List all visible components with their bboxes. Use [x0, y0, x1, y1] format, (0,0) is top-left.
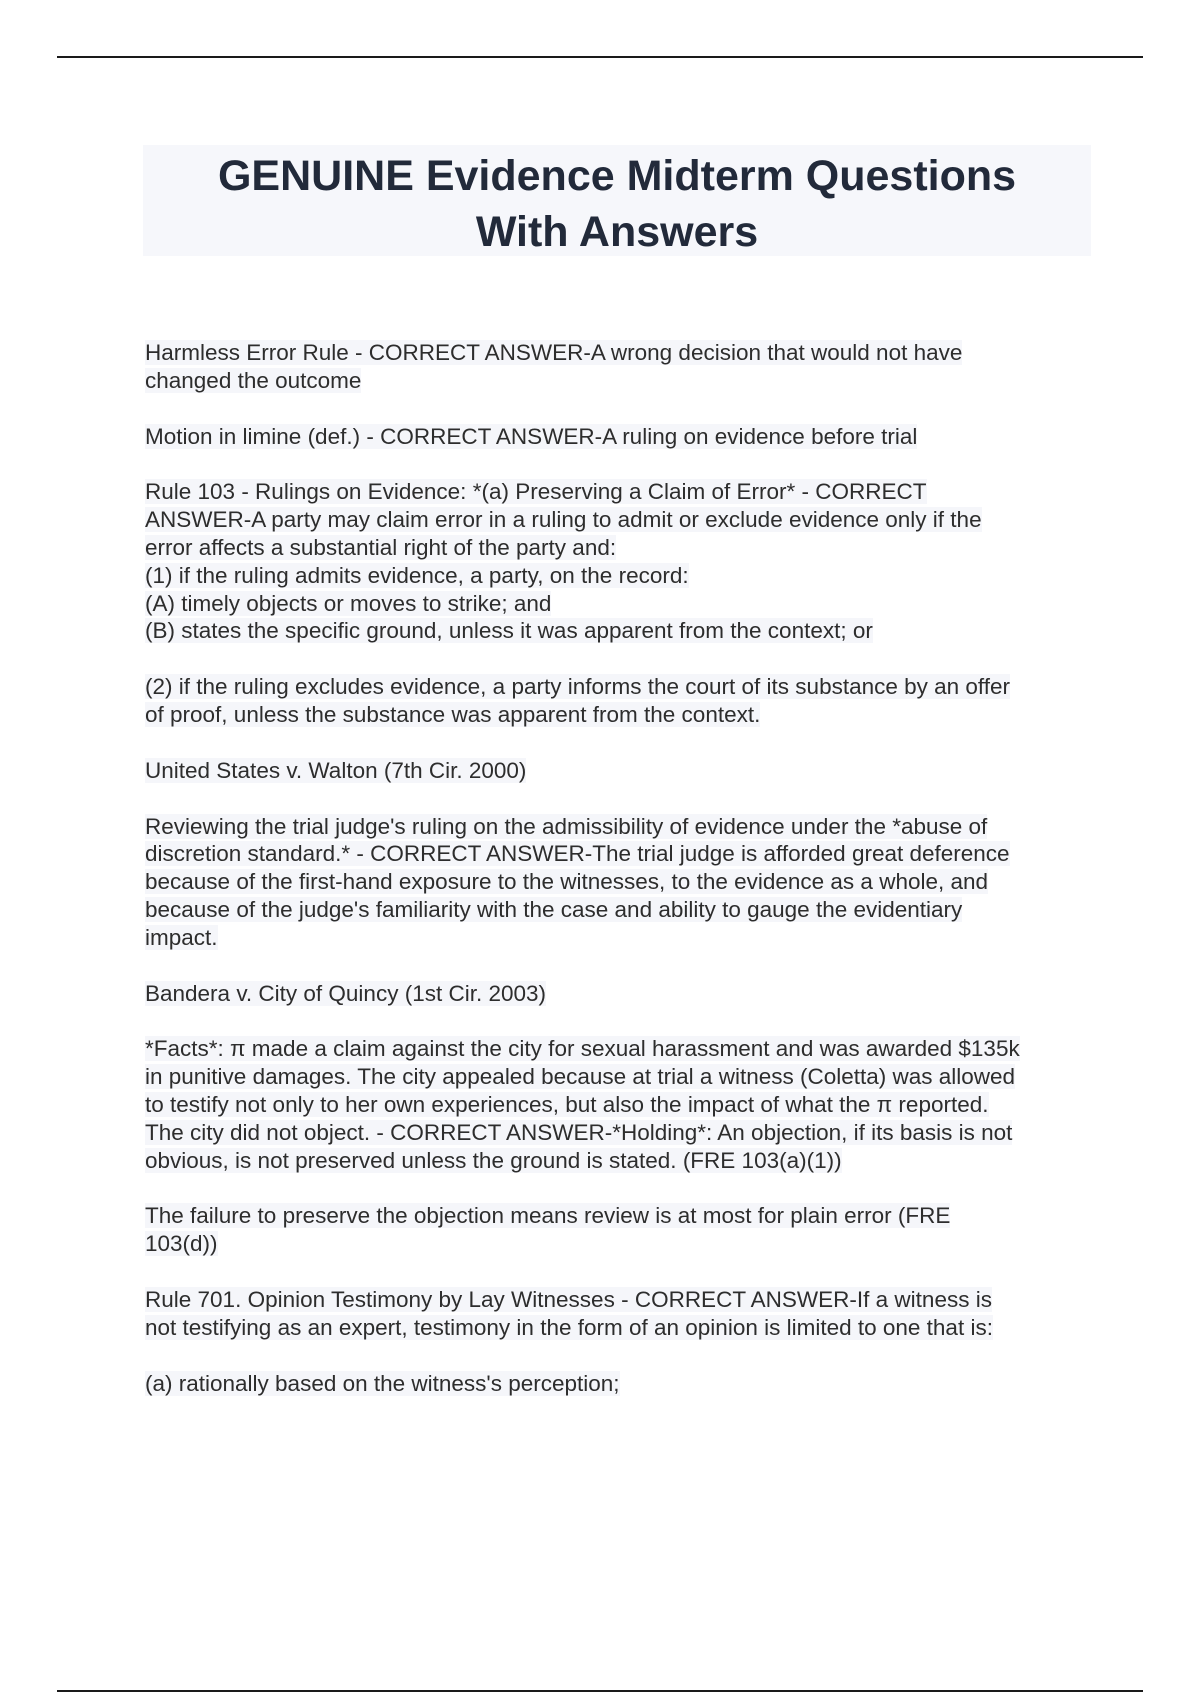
qa-paragraph-harmless-error: [145, 339, 1095, 395]
text-line: [145, 1147, 1095, 1175]
text-line-content: because of the judge's familiarity with the case and ability to gauge the evidentiary: [145, 896, 963, 922]
header-rule: [57, 56, 1143, 58]
text-line: [145, 840, 1095, 868]
text-line: [145, 673, 1095, 701]
text-line-content: Motion in limine (def.) - CORRECT ANSWER-A ruling on evidence before trial: [145, 423, 918, 449]
text-line-content: (2) if the ruling excludes evidence, a party informs the court of its substance by an offer: [145, 674, 1011, 700]
title-line: With Answers: [475, 208, 759, 256]
text-line-content: changed the outcome: [145, 367, 362, 393]
text-line-content: impact.: [145, 924, 218, 950]
text-line-content: (a) rationally based on the witness's perception;: [145, 1370, 620, 1396]
qa-paragraph-abuse-of-discretion: [145, 813, 1095, 952]
text-line: [145, 590, 1095, 618]
text-line-content: obvious, is not preserved unless the ground is stated. (FRE 103(a)(1)): [145, 1147, 842, 1173]
footer-rule: [57, 1690, 1143, 1692]
qa-paragraph-motion-in-limine: [145, 423, 1095, 451]
text-line-content: error affects a substantial right of the party and:: [145, 534, 617, 560]
text-line: [145, 924, 1095, 952]
text-line-content: (1) if the ruling admits evidence, a party, on the record:: [145, 562, 689, 588]
text-line: [145, 813, 1095, 841]
text-line-content: discretion standard.* - CORRECT ANSWER-The trial judge is afforded great deference: [145, 841, 1010, 867]
qa-paragraph-rule-103-2: [145, 673, 1095, 729]
qa-paragraph-plain-error: [145, 1202, 1095, 1258]
qa-paragraph-walton: [145, 757, 1095, 785]
text-line-content: Rule 103 - Rulings on Evidence: *(a) Preserving a Claim of Error* - CORRECT: [145, 479, 927, 505]
text-line-content: The city did not object. - CORRECT ANSWER-*Holding*: An objection, if its basis is not: [145, 1119, 1013, 1145]
qa-paragraph-rule-701-a: [145, 1370, 1095, 1398]
text-line: [145, 1370, 1095, 1398]
text-line: [145, 423, 1095, 451]
text-line-content: Bandera v. City of Quincy (1st Cir. 2003): [145, 980, 547, 1006]
text-line-content: (B) states the specific ground, unless it was apparent from the context; or: [145, 618, 873, 644]
text-line-content: of proof, unless the substance was apparent from the context.: [145, 701, 761, 727]
title-block: [143, 145, 1091, 256]
text-line: [145, 1230, 1095, 1258]
document-body: [145, 339, 1095, 1425]
text-line: [145, 896, 1095, 924]
qa-paragraph-rule-701: [145, 1286, 1095, 1342]
text-line-content: to testify not only to her own experiences, but also the impact of what the π reported.: [145, 1091, 989, 1117]
text-line-content: The failure to preserve the objection means review is at most for plain error (FRE: [145, 1203, 951, 1229]
text-line-content: Harmless Error Rule - CORRECT ANSWER-A wrong decision that would not have: [145, 340, 963, 365]
text-line: [145, 701, 1095, 729]
text-line-content: *Facts*: π made a claim against the city for sexual harassment and was awarded $135k: [145, 1036, 1020, 1062]
text-line-content: (A) timely objects or moves to strike; and: [145, 590, 552, 616]
text-line-content: 103(d)): [145, 1231, 218, 1257]
text-line-content: because of the first-hand exposure to the witnesses, to the evidence as a whole, and: [145, 869, 989, 895]
text-line-content: United States v. Walton (7th Cir. 2000): [145, 757, 527, 783]
text-line-content: ANSWER-A party may claim error in a ruling to admit or exclude evidence only if the: [145, 507, 982, 533]
text-line: [145, 367, 1095, 395]
text-line: [145, 562, 1095, 590]
text-line: [145, 1063, 1095, 1091]
text-line: [145, 1035, 1095, 1063]
text-line: [145, 1202, 1095, 1230]
text-line: [145, 1314, 1095, 1342]
text-line: [145, 757, 1095, 785]
text-line: [145, 868, 1095, 896]
text-line: [145, 1286, 1095, 1314]
qa-paragraph-bandera-facts: [145, 1035, 1095, 1174]
text-line: [145, 617, 1095, 645]
text-line: [145, 980, 1095, 1008]
text-line: [145, 478, 1095, 506]
title-line: GENUINE Evidence Midterm Questions: [217, 152, 1017, 200]
text-line: [145, 339, 1095, 367]
text-line: [145, 1091, 1095, 1119]
text-line-content: in punitive damages. The city appealed because at trial a witness (Coletta) was allowed: [145, 1064, 1016, 1090]
text-line-content: Reviewing the trial judge's ruling on the admissibility of evidence under the *abuse of: [145, 813, 988, 839]
text-line: [145, 534, 1095, 562]
text-line-content: not testifying as an expert, testimony in the form of an opinion is limited to one that is:: [145, 1314, 993, 1340]
text-line: [145, 1119, 1095, 1147]
qa-paragraph-bandera: [145, 980, 1095, 1008]
qa-paragraph-rule-103: [145, 478, 1095, 645]
document-title: [143, 145, 1091, 260]
text-line: [145, 506, 1095, 534]
text-line-content: Rule 701. Opinion Testimony by Lay Witnesses - CORRECT ANSWER-If a witness is: [145, 1286, 992, 1312]
